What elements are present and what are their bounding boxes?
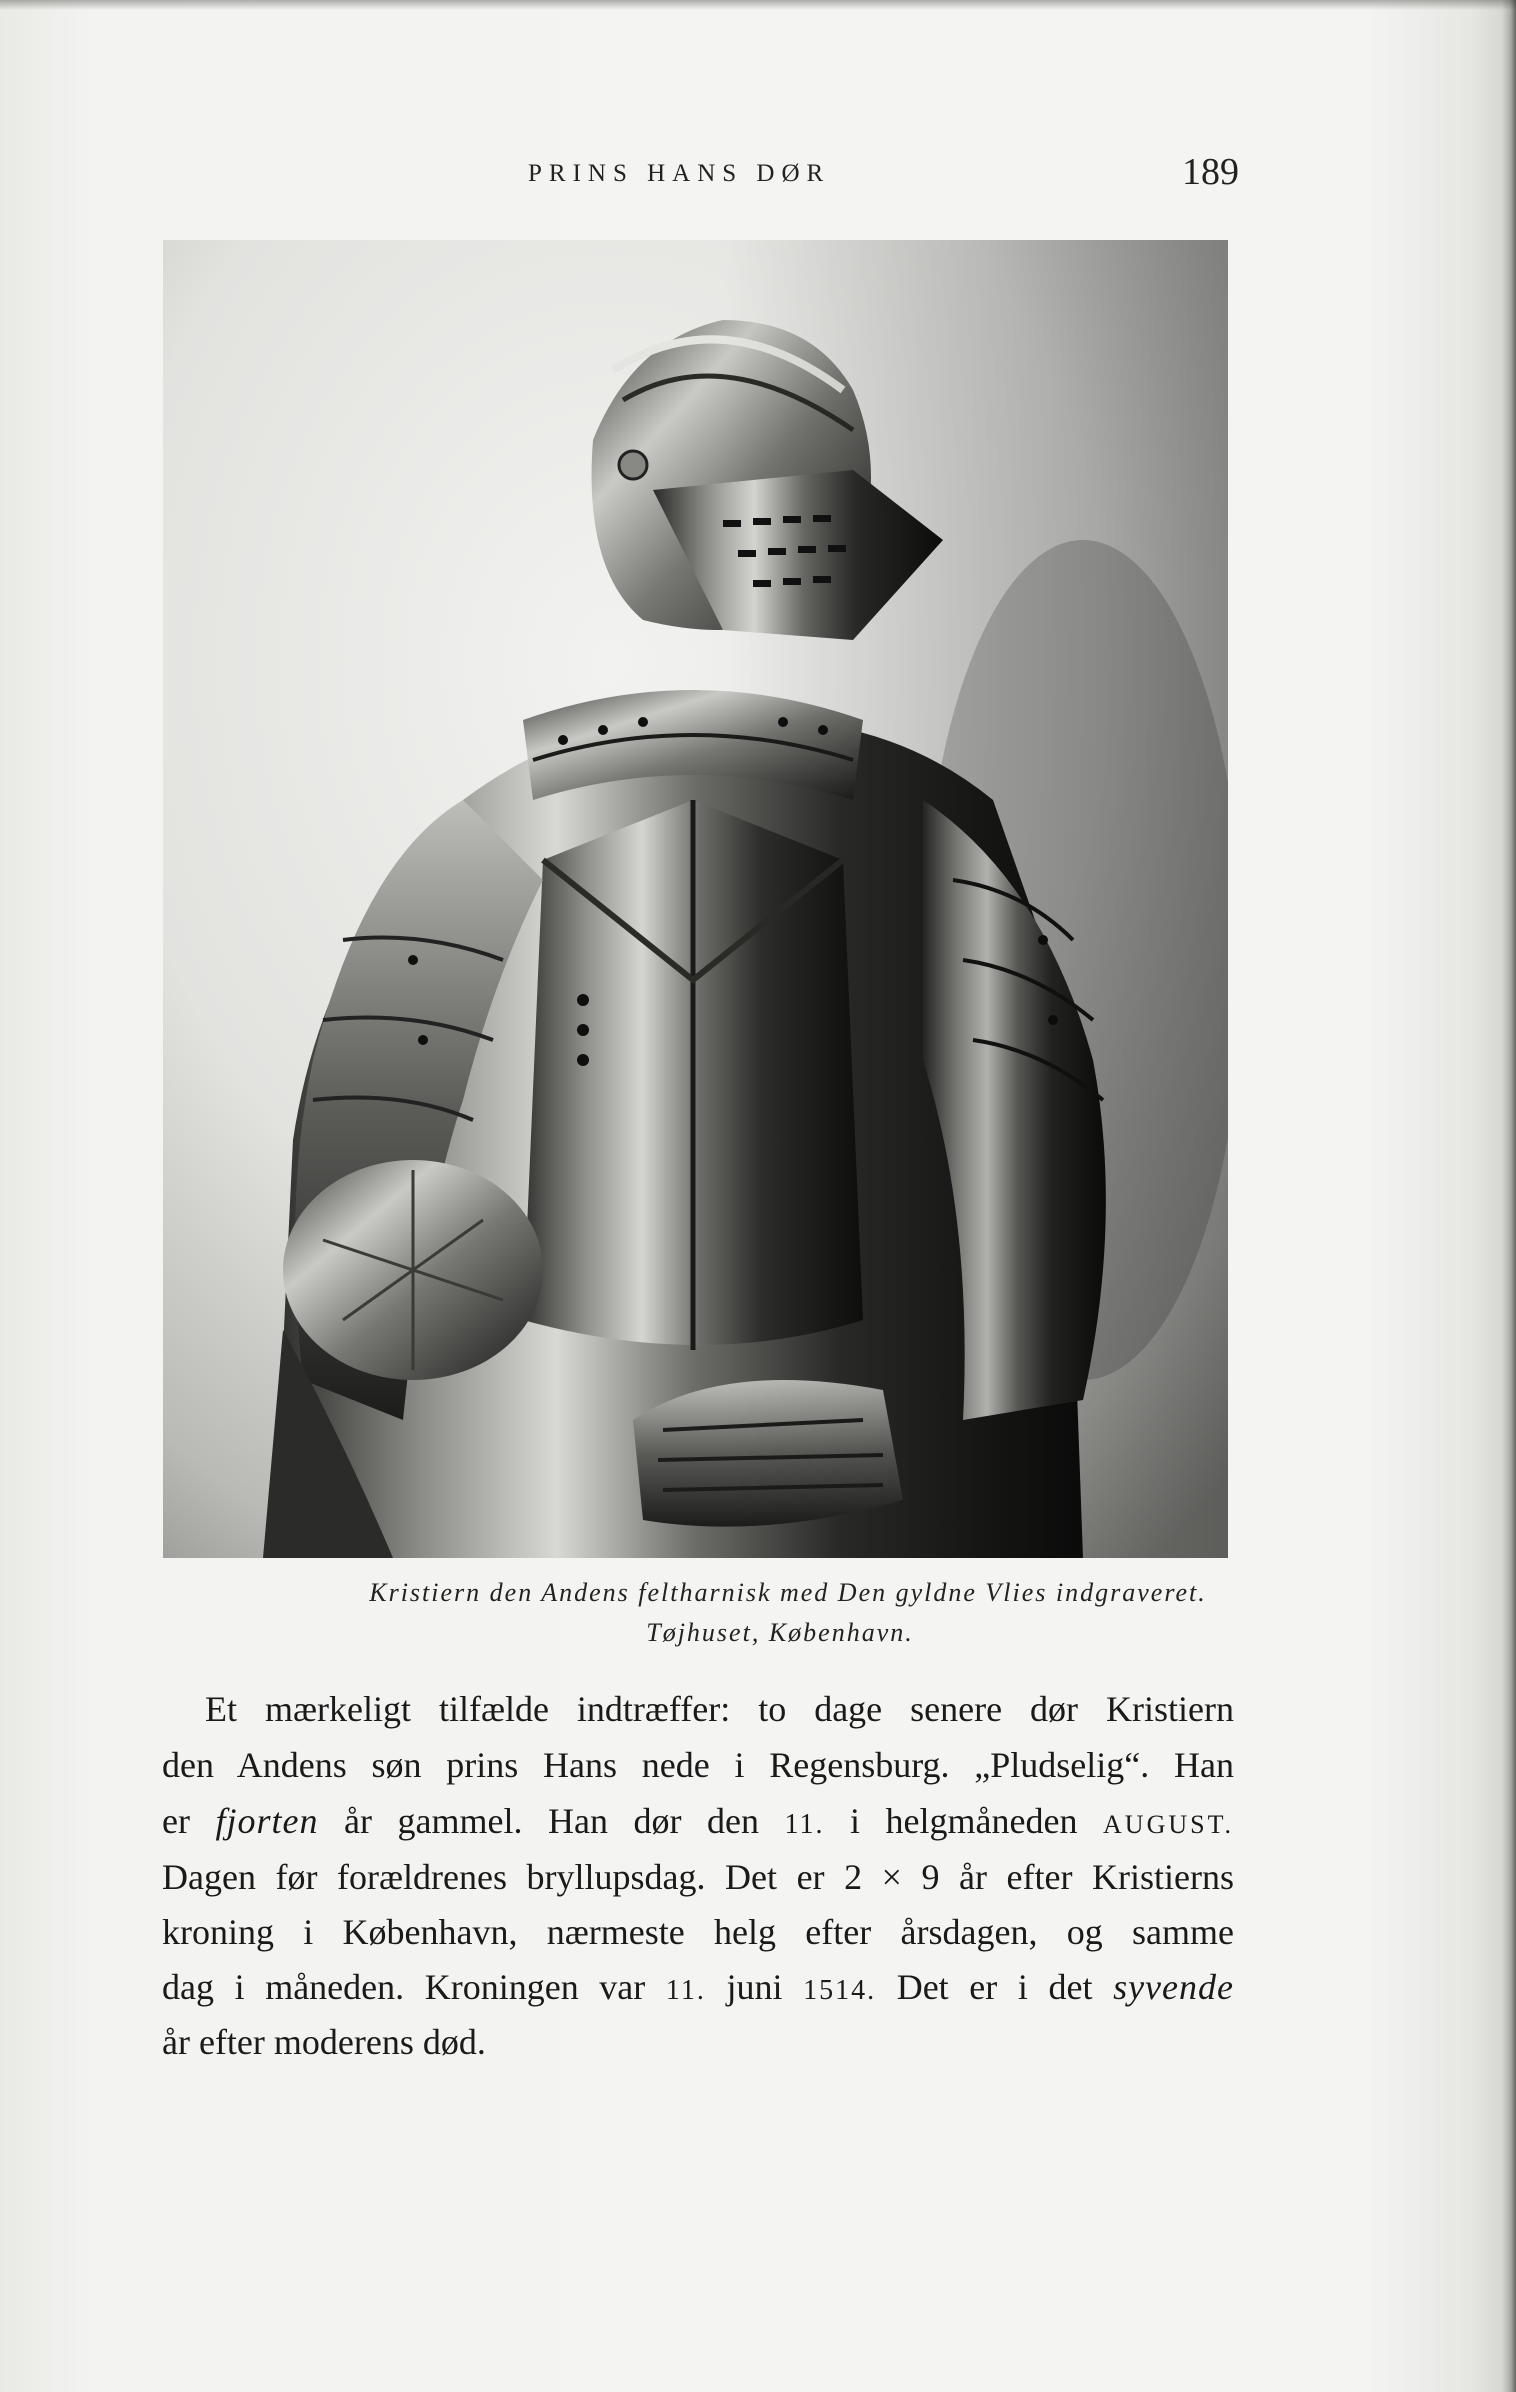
day-number: 11. xyxy=(784,1809,825,1840)
body-text-span: i helgmåneden xyxy=(850,1801,1078,1841)
small-caps-august: AUGUST. xyxy=(1103,1810,1235,1839)
body-text-span: dag i måneden. Kroningen var xyxy=(162,1967,646,2007)
body-text-span: juni xyxy=(726,1967,783,2007)
body-line-2: den Andens søn prins Hans nede i Regensburg. „Pludselig“. Han xyxy=(162,1745,1234,1785)
body-line-4: Dagen før forældrenes bryllupsdag. Det er 2 × 9 år efter Kristierns xyxy=(162,1857,1234,1897)
year-number: 1514. xyxy=(803,1975,877,2006)
figure-caption-line-2: Tøjhuset, København. xyxy=(646,1618,914,1647)
running-title: PRINS HANS DØR xyxy=(528,160,831,187)
body-line-1: Et mærkeligt tilfælde indtræffer: to dage senere dør Kristiern xyxy=(205,1689,1234,1729)
armour-photograph xyxy=(163,240,1228,1558)
body-line-3 xyxy=(162,1800,1234,1842)
body-text-span: er xyxy=(162,1801,190,1841)
body-line-7: år efter moderens død. xyxy=(162,2022,486,2062)
page-top-shadow xyxy=(0,0,1516,10)
page-right-edge-shadow xyxy=(1502,0,1516,2392)
body-line-5: kroning i København, nærmeste helg efter årsdagen, og samme xyxy=(162,1912,1234,1952)
body-line-6 xyxy=(162,1966,1234,2008)
page-number: 189 xyxy=(1182,151,1239,193)
day-number: 11. xyxy=(665,1975,706,2006)
emphasis-syvende: syvende xyxy=(1113,1967,1234,2007)
body-text-span: Det er i det xyxy=(896,1967,1093,2007)
figure-caption-line-1: Kristiern den Andens feltharnisk med Den gyldne Vlies indgraveret. xyxy=(369,1578,1207,1607)
emphasis-fjorten: fjorten xyxy=(215,1801,319,1841)
body-text-span: år gammel. Han dør den xyxy=(344,1801,759,1841)
